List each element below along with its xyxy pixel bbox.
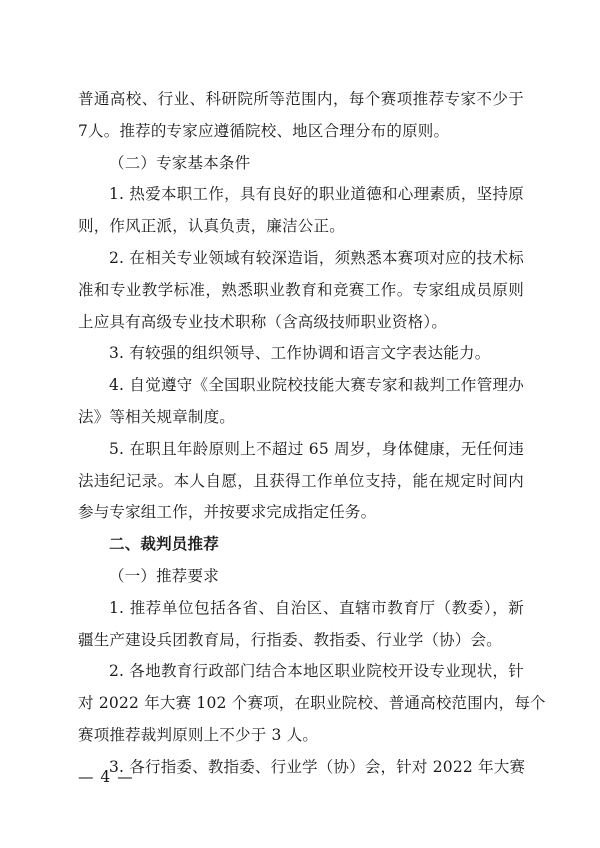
paragraph-line: 1. 热爱本职工作，具有良好的职业道德和心理素质，坚持原 <box>109 185 524 204</box>
section-heading: 二、裁判员推荐 <box>109 535 219 554</box>
paragraph-line: 2. 各地教育行政部门结合本地区职业院校开设专业现状，针 <box>109 662 524 681</box>
paragraph-line: 则，作风正派，认真负责，廉洁公正。 <box>78 217 345 236</box>
paragraph-line: 3. 各行指委、教指委、行业学（协）会，针对 2022 年大赛 <box>109 757 526 776</box>
paragraph-line: 法》等相关规章制度。 <box>78 407 236 426</box>
document-body <box>78 84 546 784</box>
paragraph-line: 4. 自觉遵守《全国职业院校技能大赛专家和裁判工作管理办 <box>109 376 524 395</box>
subsection-heading: （一）推荐要求 <box>109 566 219 585</box>
paragraph-line: 5. 在职且年龄原则上不超过 65 周岁，身体健康，无任何违 <box>109 439 524 458</box>
subsection-heading: （二）专家基本条件 <box>109 153 251 172</box>
paragraph-line: 3. 有较强的组织领导、工作协调和语言文字表达能力。 <box>109 344 491 363</box>
page-number: — 4 — <box>78 768 134 786</box>
paragraph-line: 上应具有高级专业技术职称（含高级技师职业资格）。 <box>78 312 448 331</box>
paragraph-line: 疆生产建设兵团教育局，行指委、教指委、行业学（协）会。 <box>78 630 502 649</box>
paragraph-line: 7人。推荐的专家应遵循院校、地区合理分布的原则。 <box>78 121 450 140</box>
paragraph-line: 1. 推荐单位包括各省、自治区、直辖市教育厅（教委），新 <box>109 598 524 617</box>
paragraph-line: 普通高校、行业、科研院所等范围内，每个赛项推荐专家不少于 <box>78 90 524 108</box>
paragraph-line: 准和专业教学标准，熟悉职业教育和竞赛工作。专家组成员原则 <box>78 280 524 299</box>
paragraph-line: 赛项推荐裁判原则上不少于 3 人。 <box>78 725 319 744</box>
paragraph-line: 2. 在相关专业领域有较深造诣，须熟悉本赛项对应的技术标 <box>109 248 524 267</box>
paragraph-line: 对 2022 年大赛 102 个赛项，在职业院校、普通高校范围内，每个 <box>78 694 546 713</box>
paragraph-line: 法违纪记录。本人自愿，且获得工作单位支持，能在规定时间内 <box>78 471 524 490</box>
paragraph-line: 参与专家组工作，并按要求完成指定任务。 <box>78 503 377 522</box>
